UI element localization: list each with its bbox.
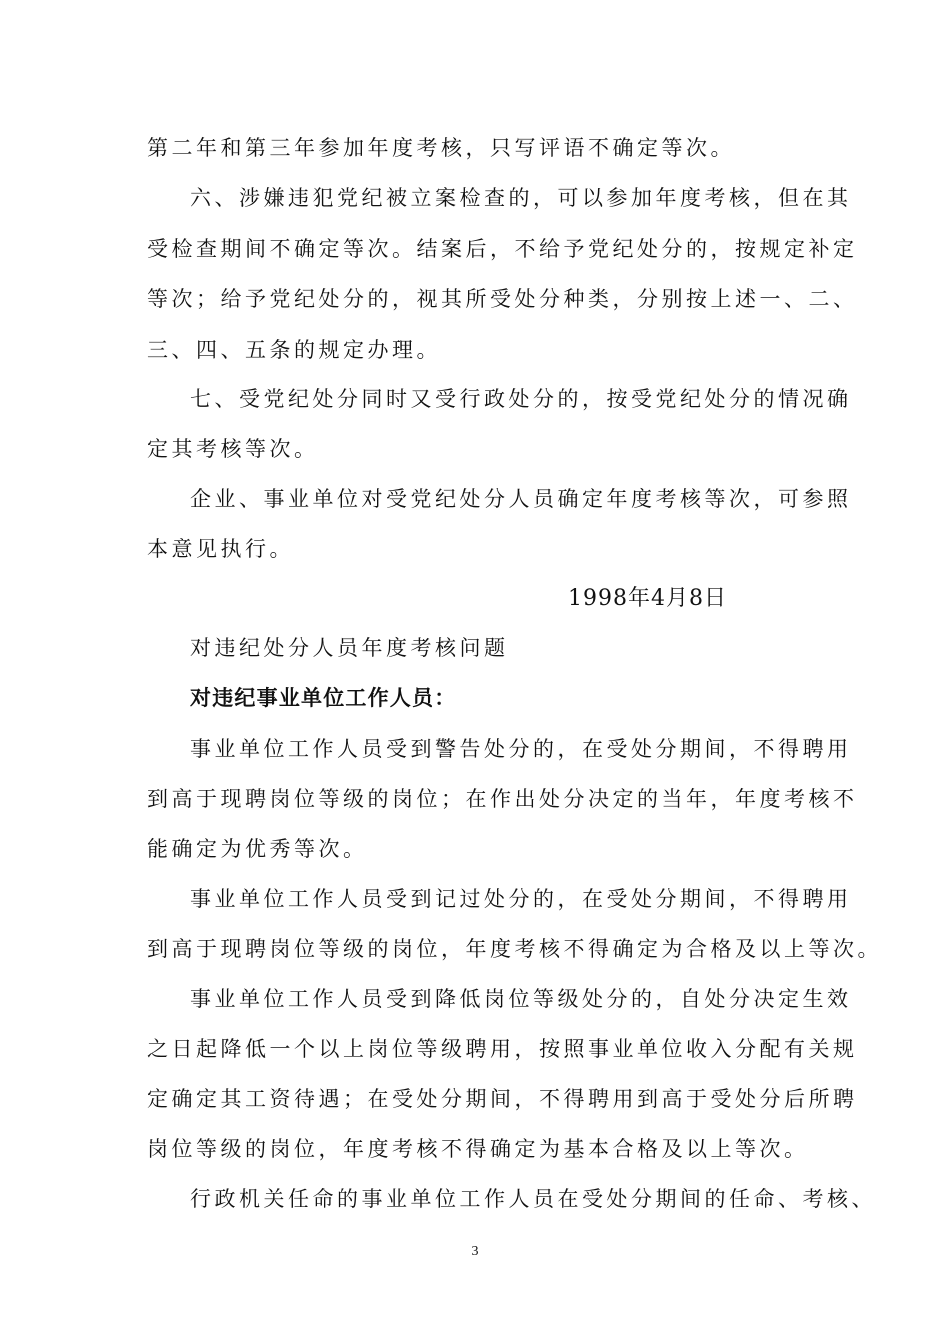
body-text-line: 岗位等级的岗位，年度考核不得确定为基本合格及以上等次。 bbox=[147, 1137, 809, 1161]
body-text-line: 到高于现聘岗位等级的岗位，年度考核不得确定为合格及以上等次。 bbox=[147, 937, 882, 961]
body-text-line: 第二年和第三年参加年度考核，只写评语不确定等次。 bbox=[147, 136, 735, 160]
body-text-line: 受检查期间不确定等次。结案后，不给予党纪处分的，按规定补定 bbox=[147, 237, 858, 261]
document-date: 1998年4月8日 bbox=[568, 586, 727, 611]
body-text-line: 到高于现聘岗位等级的岗位；在作出处分决定的当年，年度考核不 bbox=[147, 787, 858, 811]
section-title: 对违纪处分人员年度考核问题 bbox=[190, 636, 509, 660]
body-text-line: 等次；给予党纪处分的，视其所受处分种类，分别按上述一、二、 bbox=[147, 287, 858, 311]
page-number: 3 bbox=[471, 1244, 479, 1259]
paragraph-demerit-line: 事业单位工作人员受到记过处分的，在受处分期间，不得聘用 bbox=[190, 887, 852, 911]
body-text-line: 之日起降低一个以上岗位等级聘用，按照事业单位收入分配有关规 bbox=[147, 1037, 858, 1061]
paragraph-demotion-line: 事业单位工作人员受到降低岗位等级处分的，自处分决定生效 bbox=[190, 987, 852, 1011]
body-text-line: 定确定其工资待遇；在受处分期间，不得聘用到高于受处分后所聘 bbox=[147, 1087, 858, 1111]
body-text-line: 能确定为优秀等次。 bbox=[147, 837, 368, 861]
paragraph-six-line: 六、涉嫌违犯党纪被立案检查的，可以参加年度考核，但在其 bbox=[190, 186, 852, 210]
body-text-line: 三、四、五条的规定办理。 bbox=[147, 338, 441, 362]
paragraph-seven-line: 七、受党纪处分同时又受行政处分的，按受党纪处分的情况确 bbox=[190, 387, 852, 411]
paragraph-enterprise-line: 企业、事业单位对受党纪处分人员确定年度考核等次，可参照 bbox=[190, 487, 852, 511]
body-text-line: 定其考核等次。 bbox=[147, 437, 319, 461]
section-heading: 对违纪事业单位工作人员： bbox=[190, 686, 457, 710]
body-text-line: 本意见执行。 bbox=[147, 537, 294, 561]
paragraph-warning-line: 事业单位工作人员受到警告处分的，在受处分期间，不得聘用 bbox=[190, 737, 852, 761]
paragraph-appointment-line: 行政机关任命的事业单位工作人员在受处分期间的任命、考核、 bbox=[190, 1187, 876, 1211]
